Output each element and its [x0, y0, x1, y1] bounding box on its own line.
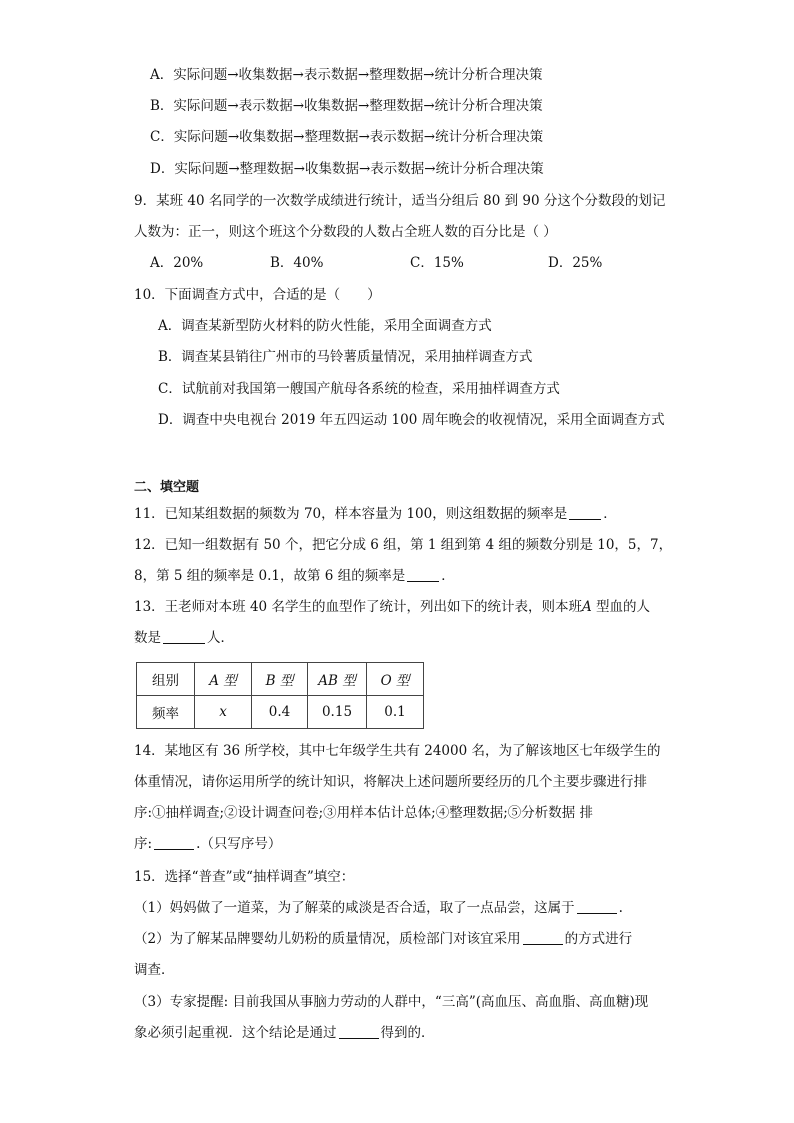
- q15-sub1-end: .: [618, 900, 623, 916]
- table-cell: 0.1: [367, 696, 424, 729]
- q15-sub2-text: （2）为了解某品牌婴幼儿奶粉的质量情况，质检部门对该宜采用: [134, 931, 521, 947]
- blood-type-table: [136, 662, 424, 729]
- q14-line4-pre: 序:: [134, 836, 153, 852]
- q9-stem-line2: 人数为：正一，则这个班这个分数段的人数占全班人数的百分比是（ ）: [134, 224, 557, 240]
- table-cell: O 型: [367, 663, 424, 696]
- q13-text-pre: 13．王老师对本班 40 名学生的血型作了统计，列出如下的统计表，则本班: [134, 599, 582, 615]
- q15-sub1-text: （1）妈妈做了一道菜，为了解菜的咸淡是否合适，取了一点品尝，这属于: [134, 900, 575, 916]
- q14-line2: 体重情况，请你运用所学的统计知识，将解决上述问题所要经历的几个主要步骤进行排: [134, 774, 647, 790]
- table-cell: B 型: [252, 663, 308, 696]
- q15-sub1-answer-blank[interactable]: [577, 899, 617, 914]
- q12-text: 8，第 5 组的频率是 0.1，故第 6 组的频率是: [134, 568, 406, 584]
- q15-sub3-line1: （3）专家提醒: 目前我国从事脑力劳动的人群中，“三高”(高血压、高血脂、高血糖)现: [134, 994, 649, 1010]
- q15-sub3-end: 得到的．: [380, 1025, 435, 1041]
- q13-line2: [134, 629, 234, 647]
- q15-sub2-answer-blank[interactable]: [523, 930, 563, 945]
- section-title-fill-in: 二、填空题: [134, 480, 200, 495]
- q11: [134, 505, 617, 523]
- table-cell: 0.15: [308, 696, 367, 729]
- q11-text: 11．已知某组数据的频数为 70，样本容量为 100，则这组数据的频率是: [134, 506, 568, 522]
- table-cell: 组别: [137, 663, 195, 696]
- q11-end: ．: [603, 506, 617, 522]
- table-cell: 0.4: [252, 696, 308, 729]
- q9-stem-line1: 9．某班 40 名同学的一次数学成绩进行统计，适当分组后 80 到 90 分这个分数段的划记: [134, 193, 666, 209]
- q14-answer-blank[interactable]: [154, 835, 194, 850]
- q15-sub2-line2: 调查．: [134, 962, 175, 978]
- q11-answer-blank[interactable]: [569, 505, 601, 520]
- q15-sub2: [134, 930, 632, 948]
- table-header-row: [137, 663, 424, 696]
- q15-sub3-answer-blank[interactable]: [339, 1024, 379, 1039]
- table-cell: A 型: [195, 663, 252, 696]
- q10-stem: 10．下面调查方式中，合适的是（ ）: [134, 287, 381, 303]
- q14-line1: 14．某地区有 36 所学校，其中七年级学生共有 24000 名，为了解该地区七年级学生的: [134, 743, 661, 759]
- q15-stem: 15．选择“普查”或“抽样调查”填空：: [134, 869, 355, 885]
- table-cell: AB 型: [308, 663, 367, 696]
- table-row: [137, 696, 424, 729]
- q15-sub1: [134, 899, 623, 917]
- q10-option-a: A．调查某新型防火材料的防火性能，采用全面调查方式: [158, 318, 492, 334]
- q13-line1: [134, 598, 650, 616]
- q9-option-b: B．40%: [270, 255, 324, 271]
- q10-option-c: C．试航前对我国第一艘国产航母各系统的检查，采用抽样调查方式: [158, 381, 560, 397]
- q14-line3: 序:①抽样调查;②设计调查问卷;③用样本估计总体;④整理数据;⑤分析数据 排: [134, 805, 594, 821]
- q13-line2-post: 人．: [207, 630, 234, 646]
- q8-option-b: B．实际问题→表示数据→收集数据→整理数据→统计分析合理决策: [150, 98, 543, 114]
- q13-answer-blank[interactable]: [163, 629, 205, 644]
- q10-option-b: B．调查某县销往广州市的马铃薯质量情况，采用抽样调查方式: [158, 349, 533, 365]
- q9-option-c: C．15%: [410, 255, 464, 271]
- q13-text-post: 型血的人: [591, 599, 650, 615]
- table-cell: 频率: [137, 696, 195, 729]
- q9-option-d: D．25%: [548, 255, 603, 271]
- q8-option-a: A．实际问题→收集数据→表示数据→整理数据→统计分析合理决策: [150, 67, 543, 83]
- table-cell: x: [195, 696, 252, 729]
- q8-option-d: D．实际问题→整理数据→收集数据→表示数据→统计分析合理决策: [150, 161, 544, 177]
- q15-sub2-end: 的方式进行: [564, 931, 633, 947]
- q15-sub3-line2: [134, 1024, 435, 1042]
- q15-sub3-text: 象必须引起重视．这个结论是通过: [134, 1025, 337, 1041]
- q13-var-a: A: [581, 599, 592, 615]
- q10-option-d: D．调查中央电视台 2019 年五四运动 100 周年晚会的收视情况，采用全面调查方式: [158, 412, 665, 428]
- q14-line4: [134, 835, 281, 853]
- q12-answer-blank[interactable]: [407, 567, 439, 582]
- q8-option-c: C．实际问题→收集数据→整理数据→表示数据→统计分析合理决策: [150, 129, 544, 145]
- q12-end: ．: [441, 568, 455, 584]
- q12-line2: [134, 567, 455, 585]
- q12-line1: 12．已知一组数据有 50 个，把它分成 6 组，第 1 组到第 4 组的频数分别是 10，5，7，: [134, 537, 673, 553]
- q9-option-a: A．20%: [150, 255, 204, 271]
- q14-line4-post: .（只写序号）: [196, 836, 282, 852]
- q13-line2-pre: 数是: [134, 630, 161, 646]
